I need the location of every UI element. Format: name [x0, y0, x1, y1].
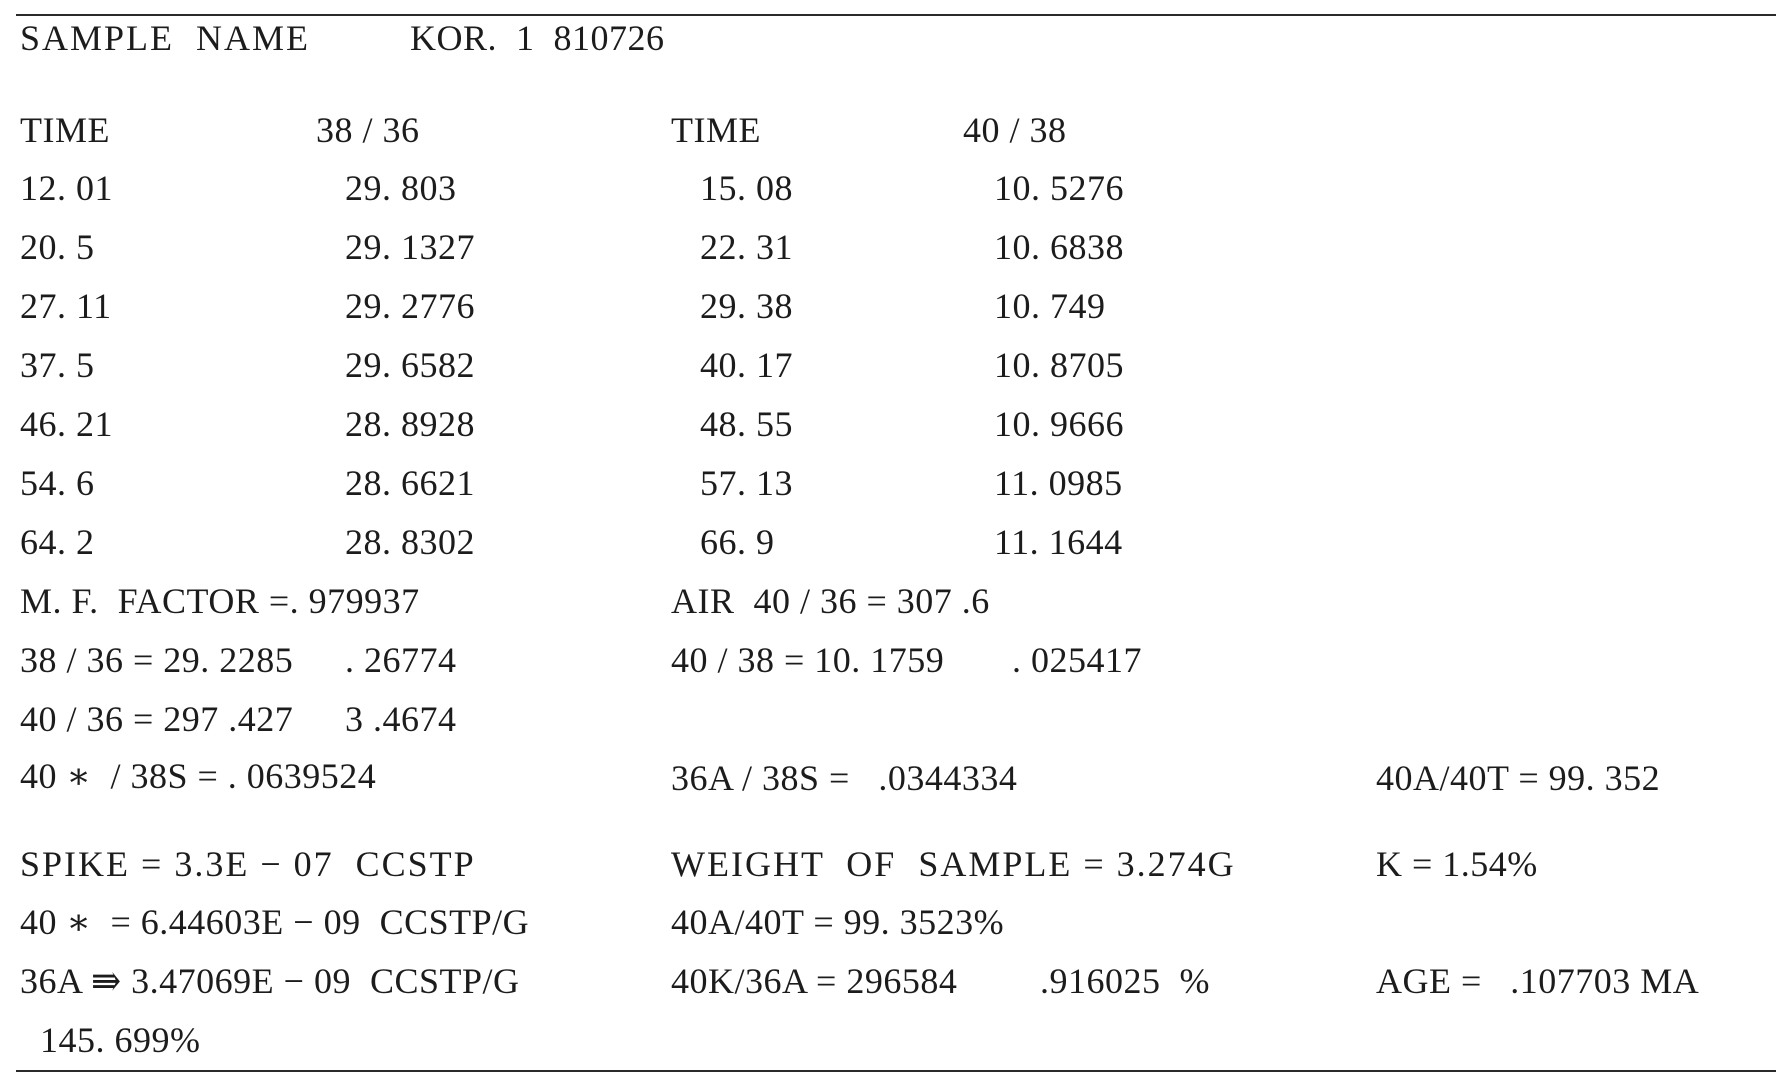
- table-cell: 10. 6838: [994, 227, 1124, 267]
- table-cell: 22. 31: [700, 227, 793, 267]
- col-header-time-2: TIME: [671, 110, 761, 150]
- thirty-six-a: 36A ⇛ 3.47069E − 09 CCSTP/G: [20, 961, 520, 1001]
- table-cell: 66. 9: [700, 522, 775, 562]
- ratio-40-38: 40 / 38 = 10. 1759: [671, 640, 945, 680]
- ratio-40a-40t: 40A/40T = 99. 352: [1376, 758, 1661, 798]
- sample-name-value: KOR. 1 810726: [410, 18, 665, 58]
- ratio-40-38-error: . 025417: [1012, 640, 1142, 680]
- spike: SPIKE = 3.3E − 07 CCSTP: [20, 844, 476, 884]
- table-cell: 29. 6582: [345, 345, 475, 385]
- ratio-40-36: 40 / 36 = 297 .427: [20, 699, 294, 739]
- table-cell: 29. 38: [700, 286, 793, 326]
- table-cell: 11. 0985: [994, 463, 1123, 503]
- table-cell: 48. 55: [700, 404, 793, 444]
- table-cell: 37. 5: [20, 345, 95, 385]
- table-cell: 10. 5276: [994, 168, 1124, 208]
- table-cell: 20. 5: [20, 227, 95, 267]
- air-ratio: AIR 40 / 36 = 307 .6: [671, 581, 990, 621]
- col-header-time-1: TIME: [20, 110, 110, 150]
- ratio-40a-40t-percent: 40A/40T = 99. 3523%: [671, 902, 1005, 942]
- table-cell: 10. 749: [994, 286, 1106, 326]
- table-cell: 10. 8705: [994, 345, 1124, 385]
- table-cell: 64. 2: [20, 522, 95, 562]
- col-header-ratio-38-36: 38 / 36: [316, 110, 420, 150]
- ratio-38-36-error: . 26774: [345, 640, 457, 680]
- ratio-40star-38s: 40 ∗ / 38S = . 0639524: [20, 756, 377, 796]
- mf-factor: M. F. FACTOR =. 979937: [20, 581, 420, 621]
- weight-of-sample: WEIGHT OF SAMPLE = 3.274G: [671, 844, 1236, 884]
- table-cell: 10. 9666: [994, 404, 1124, 444]
- table-cell: 12. 01: [20, 168, 113, 208]
- table-cell: 15. 08: [700, 168, 793, 208]
- bottom-rule: [16, 1070, 1776, 1072]
- table-cell: 29. 2776: [345, 286, 475, 326]
- table-cell: 46. 21: [20, 404, 113, 444]
- top-rule: [16, 14, 1776, 16]
- forty-star: 40 ∗ = 6.44603E − 09 CCSTP/G: [20, 902, 530, 942]
- potassium-percent: K = 1.54%: [1376, 844, 1538, 884]
- table-cell: 28. 8928: [345, 404, 475, 444]
- table-cell: 54. 6: [20, 463, 95, 503]
- col-header-ratio-40-38: 40 / 38: [963, 110, 1067, 150]
- table-cell: 27. 11: [20, 286, 112, 326]
- age: AGE = .107703 MA: [1376, 961, 1700, 1001]
- table-cell: 28. 8302: [345, 522, 475, 562]
- sample-name-label: SAMPLE NAME: [20, 18, 311, 58]
- table-cell: 28. 6621: [345, 463, 475, 503]
- ratio-40k-36a: 40K/36A = 296584: [671, 961, 958, 1001]
- table-cell: 29. 803: [345, 168, 457, 208]
- table-cell: 29. 1327: [345, 227, 475, 267]
- final-percent: 145. 699%: [40, 1020, 201, 1060]
- table-cell: 11. 1644: [994, 522, 1123, 562]
- table-cell: 57. 13: [700, 463, 793, 503]
- percent-40k-36a: .916025 %: [1040, 961, 1210, 1001]
- table-cell: 40. 17: [700, 345, 793, 385]
- ratio-36a-38s: 36A / 38S = .0344334: [671, 758, 1018, 798]
- ratio-38-36: 38 / 36 = 29. 2285: [20, 640, 294, 680]
- ratio-40-36-error: 3 .4674: [345, 699, 457, 739]
